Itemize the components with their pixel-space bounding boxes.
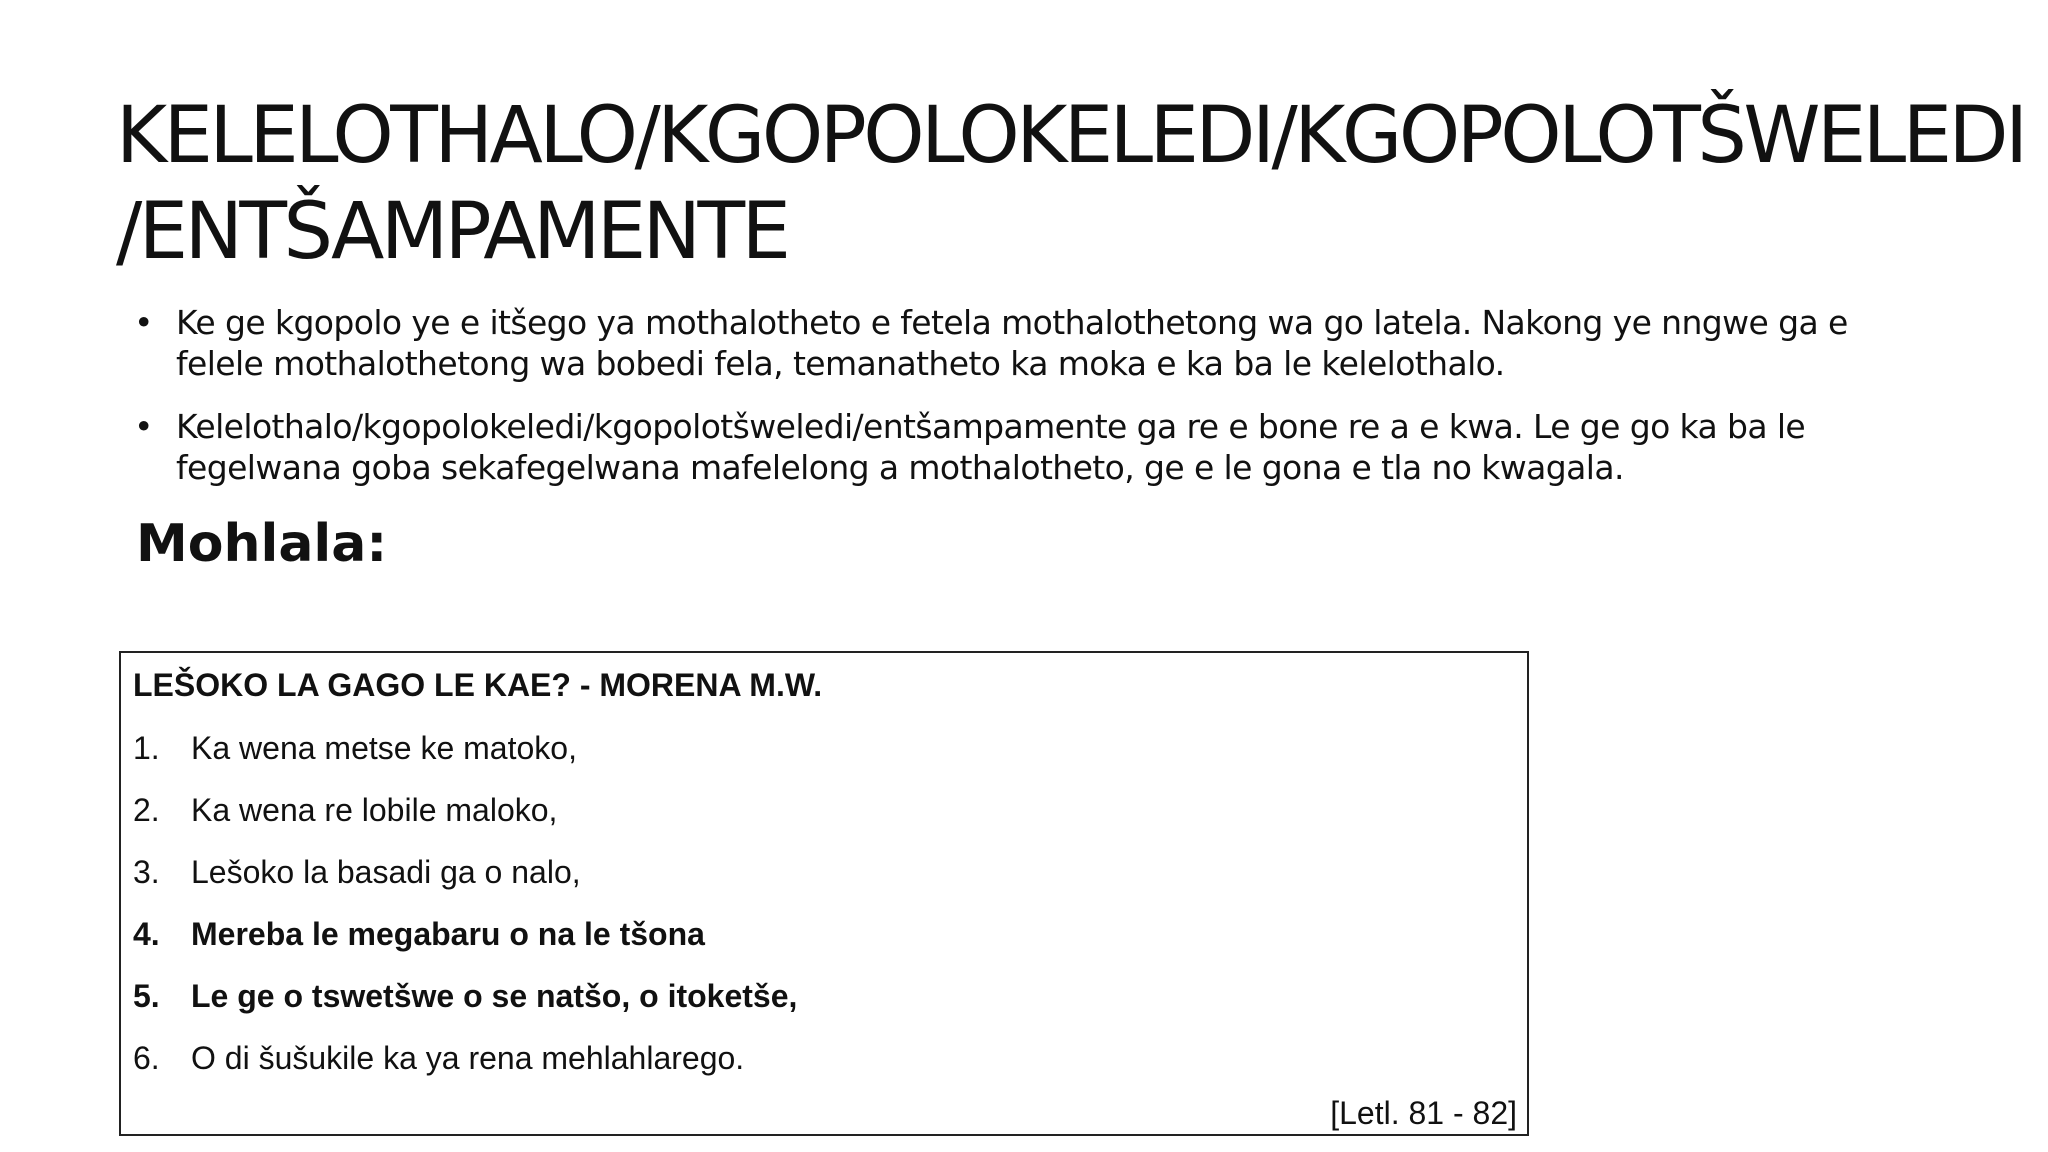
poem-line (133, 977, 797, 1039)
poem-lines (133, 729, 797, 1101)
bullet-list (134, 302, 1934, 510)
bullet-marker: • (134, 303, 153, 342)
poem-line-number: 2. (133, 792, 160, 828)
example-heading: Mohlala: (136, 514, 388, 574)
bullet-marker: • (134, 407, 153, 446)
poem-box (119, 651, 1529, 1136)
poem-reference: [Letl. 81 - 82] (1330, 1095, 1517, 1131)
poem-line (133, 853, 797, 915)
poem-line (133, 729, 797, 791)
poem-line-text: Ka wena metse ke matoko, (191, 730, 577, 766)
bullet-text: Kelelothalo/kgopolokeledi/kgopolotšweledi/entšampamente ga re e bone re a e kwa. Le ge go ka ba le fegelwana goba sekafegelwana mafelelong a mothalotheto, ge e le gona e tla no kwagala. (176, 407, 1806, 487)
poem-line-number: 1. (133, 730, 160, 766)
bullet-item (134, 406, 1934, 488)
bullet-text: Ke ge kgopolo ye e itšego ya mothalotheto e fetela mothalothetong wa go latela. Nakong ye nngwe ga e felele mothalothetong wa bobedi fela, temanatheto ka moka e ka ba le kelelothalo. (176, 303, 1848, 383)
poem-line-number: 6. (133, 1040, 160, 1076)
poem-line-number: 4. (133, 916, 160, 952)
bullet-item (134, 302, 1934, 384)
poem-line-number: 3. (133, 854, 160, 890)
slide-title-line-1: KELELOTHALO/KGOPOLOKELEDI/KGOPOLOTŠWELEDI (116, 91, 2025, 181)
poem-line-number: 5. (133, 978, 160, 1014)
poem-line (133, 915, 797, 977)
poem-line-text: Lešoko la basadi ga o nalo, (191, 854, 581, 890)
slide-title (116, 88, 2025, 280)
poem-line (133, 1039, 797, 1101)
poem-title: LEŠOKO LA GAGO LE KAE? - MORENA M.W. (133, 667, 823, 703)
slide-title-line-2: /ENTŠAMPAMENTE (116, 187, 788, 277)
poem-line-text: Mereba le megabaru o na le tšona (191, 916, 705, 952)
poem-line-text: O di šušukile ka ya rena mehlahlarego. (191, 1040, 745, 1076)
poem-line-text: Le ge o tswetšwe o se natšo, o itoketše, (191, 978, 798, 1014)
poem-line (133, 791, 797, 853)
poem-line-text: Ka wena re lobile maloko, (191, 792, 558, 828)
